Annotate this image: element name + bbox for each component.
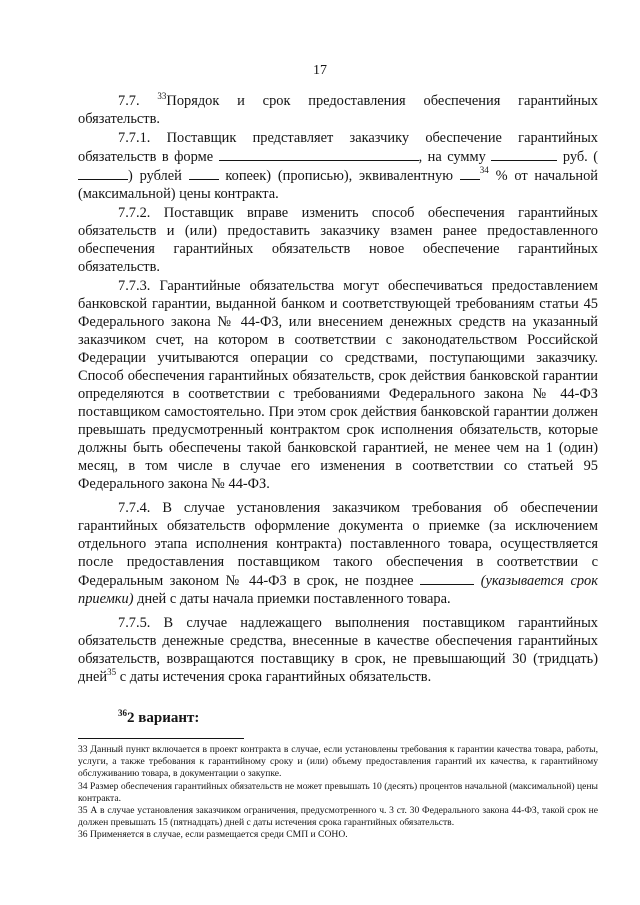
amount-blank xyxy=(491,147,557,161)
paragraph-7-7-5: 7.7.5. В случае надлежащего выполнения поставщиком гарантийных обязательств денежные средства, внесенные в качестве обеспечения гарантийных обязательств, возвращаются поставщику в срок, не превышающий 30 (тридцать) дней$^{35}$ с даты истечения срока гарантийных обязательств. xyxy=(78,615,598,685)
rubles-blank xyxy=(78,166,128,180)
percent-blank xyxy=(460,166,480,180)
footnote-35: 35 А в случае установления заказчиком ограничения, предусмотренного ч. 3 ст. 30 Федерального закона 44-ФЗ, такой срок не должен превышать 15 (пятнадцать) дней с даты истечения срока гарантийных обязательств. xyxy=(78,805,598,829)
paragraph-7-7-3: 7.7.3. Гарантийные обязательства могут обеспечиваться предоставлением банковской гарантии, выданной банком и соответствующей требованиям статьи 45 Федерального закона № 44-ФЗ, или внесением денежных средств на указанный заказчиком счет, на котором в соответствии с законодательством Российской Федерации учитываются операции со средствами, поступающими заказчику. Способ обеспечения гарантийных обязательств, срок действия банковской гарантии определяются в соответствии с требованиями Федерального закона № 44-ФЗ поставщиком самостоятельно. При этом срок действия банковской гарантии должен превышать предусмотренный контрактом срок исполнения обязательств, которые должны быть обеспечены такой банковской гарантией, не менее чем на 1 (один) месяц, в том числе в случае его изменения в соответствии со статьей 95 Федерального закона № 44-ФЗ. xyxy=(78,278,598,492)
section-7-7-heading xyxy=(78,92,598,128)
footnote-33: 33 Данный пункт включается в проект контракта в случае, если установлены требования к гарантии качества товара, работы, услуги, а также требования к гарантийному сроку и (или) объему предоставления гарантий их качества, к гарантийному обслуживанию товара, в документации о закупке. xyxy=(78,744,598,780)
paragraph-7-7-1: 7.7.1. Поставщик представляет заказчику обеспечение гарантийных обязательств в форме , на сумму руб. () рублей копеек) (прописью), эквивалентную $^{34}$ % от начальной (максимальной) цены контракта. xyxy=(78,130,599,202)
footnote-34: 34 Размер обеспечения гарантийных обязательств не может превышать 10 (десять) процентов начальной (максимальной) цены контракта. xyxy=(78,780,598,804)
deadline-note: (указывается срок приемки) xyxy=(78,573,598,607)
footnote-separator xyxy=(78,738,244,739)
section-number: 7.7. xyxy=(118,93,140,109)
document-body xyxy=(78,92,598,727)
section-title: Порядок и срок предоставления обеспечения гарантийных обязательств. xyxy=(78,93,598,127)
page-number: 17 xyxy=(313,63,327,78)
deadline-blank xyxy=(420,571,474,585)
footnote-ref-36: 36 xyxy=(118,708,127,718)
footnote-ref-35: 35 xyxy=(107,667,117,677)
guarantee-form-blank xyxy=(219,147,419,161)
paragraph-7-7-2: 7.7.2. Поставщик вправе изменить способ обеспечения гарантийных обязательств и (или) предоставить заказчику взамен ранее предоставленного обеспечения гарантийных обязательств новое обеспечение гарантийных обязательств. xyxy=(78,205,598,275)
kopecks-blank xyxy=(189,166,219,180)
footnote-36: 36 Применяется в случае, если размещается среди СМП и СОНО. xyxy=(78,829,348,841)
footnote-ref-33: 33 xyxy=(157,91,167,101)
paragraph-7-7-4: 7.7.4. В случае установления заказчиком требования об обеспечении гарантийных обязательств оформление документа о приемке (за исключением отдельного этапа исполнения контракта) поставленного товара, осуществляется после предоставления поставщиком такого обеспечения в соответствии с Федеральным законом № 44-ФЗ в срок, не позднее (указывается срок приемки) дней с даты начала приемки поставленного товара. xyxy=(78,500,598,607)
footnotes xyxy=(78,744,598,842)
variant-heading: $^{36}$2 вариант: xyxy=(118,708,200,726)
footnote-ref-34: 34 xyxy=(479,165,489,175)
